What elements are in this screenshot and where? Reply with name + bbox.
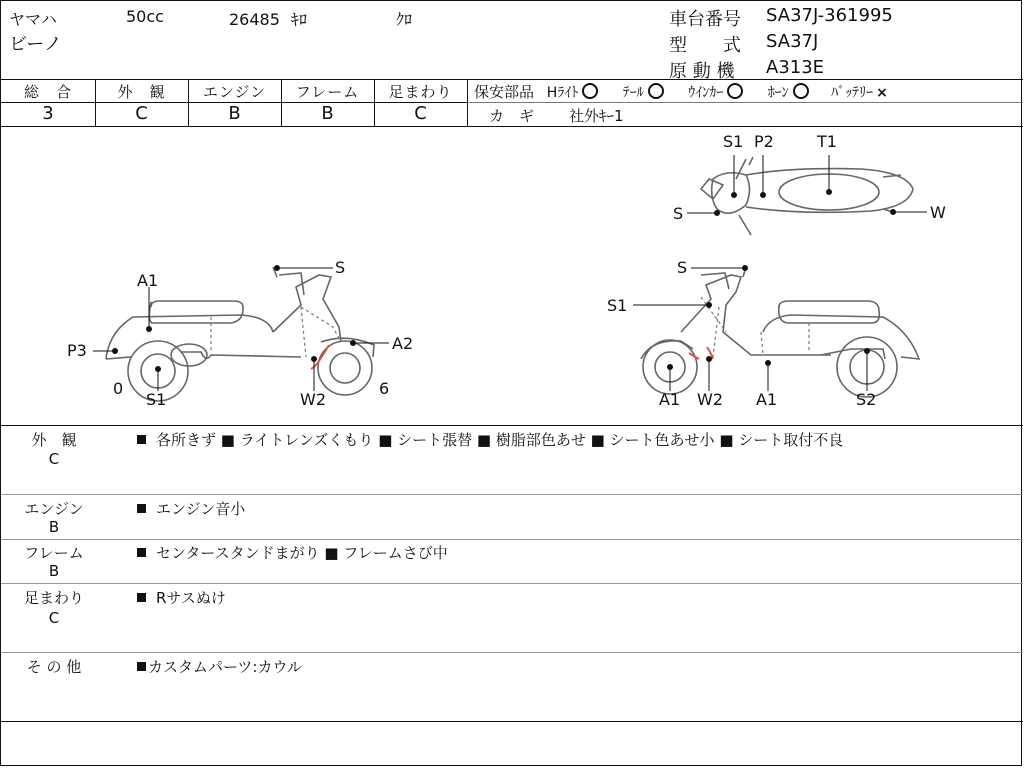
safety-row: [474, 81, 888, 102]
top-label-w: W: [930, 203, 946, 222]
type-label: 型 式: [669, 35, 741, 56]
right-label-s2: S2: [856, 390, 877, 409]
grade-frame-label: フレーム: [295, 83, 360, 101]
bullet-icon: [137, 662, 146, 671]
note-exterior: [137, 429, 1009, 451]
safety-winker: [688, 85, 747, 101]
safety-horn: [768, 85, 813, 101]
ng-cross-icon: ×: [876, 85, 888, 101]
ok-circle-icon: [793, 83, 809, 99]
mileage-unit: ｷﾛ: [291, 10, 308, 29]
grade-total-label: 総 合: [23, 83, 72, 101]
right-label-a1: A1: [659, 390, 681, 409]
note-other-text: カスタムパーツ:カウル: [148, 658, 303, 676]
bullet-icon: [137, 593, 146, 602]
note-suspension-grade: C: [48, 609, 60, 627]
top-label-t1: T1: [817, 132, 837, 151]
bullet-icon: [137, 435, 146, 444]
grade-exterior-value: C: [135, 103, 148, 124]
note-suspension-category: 足まわり: [23, 589, 84, 607]
safety-headlight-label: Hﾗｲﾄ: [546, 85, 579, 101]
safety-battery-label: ﾊﾞｯﾃﾘｰ: [831, 85, 874, 101]
type-value: SA37J: [766, 31, 819, 52]
note-frame-category: フレーム: [24, 544, 84, 562]
right-view-scooter: [641, 267, 919, 397]
note-frame-text: センタースタンドまがり ■ フレームさび中: [156, 544, 448, 562]
color: ｸﾛ: [396, 10, 413, 29]
note-exterior-grade: C: [48, 450, 60, 468]
scooter-damage-diagram: [1, 127, 1023, 425]
note-engine-category: エンジン: [24, 500, 84, 518]
chassis-value: SA37J-361995: [766, 5, 893, 26]
note-other-category: そ の 他: [26, 658, 82, 676]
note-frame-grade: B: [48, 562, 60, 580]
ok-circle-icon: [727, 83, 743, 99]
key-value: 社外ｷｰ1: [569, 107, 624, 125]
safety-label: 保安部品: [474, 83, 535, 101]
mileage: [229, 7, 307, 30]
model-name: ビーノ: [9, 34, 62, 55]
note-other: [137, 656, 302, 677]
safety-tail-label: ﾃｰﾙ: [622, 85, 644, 101]
right-label-a1b: A1: [756, 390, 778, 409]
top-label-s1: S1: [723, 132, 744, 151]
bullet-icon: [137, 504, 146, 513]
right-label-w2: W2: [697, 390, 723, 409]
top-label-s: S: [673, 204, 684, 223]
safety-battery: [831, 85, 888, 101]
note-frame: [137, 542, 448, 563]
grade-total-value: 3: [42, 103, 54, 124]
left-label-6: 6: [379, 379, 390, 398]
ok-circle-icon: [648, 83, 664, 99]
safety-headlight: [547, 85, 603, 101]
safety-winker-label: ｳｲﾝｶｰ: [688, 85, 724, 101]
right-label-s: S: [677, 258, 688, 277]
mileage-value: 26485: [229, 10, 280, 29]
safety-horn-label: ﾎｰﾝ: [767, 85, 789, 101]
left-label-0: 0: [113, 379, 124, 398]
bullet-icon: [137, 548, 146, 557]
top-label-p2: P2: [754, 132, 774, 151]
note-engine: [137, 498, 245, 519]
note-suspension-text: Rサスぬけ: [156, 589, 226, 607]
left-label-p3: P3: [67, 341, 87, 360]
safety-tail: [623, 85, 668, 101]
left-label-s1: S1: [146, 390, 167, 409]
left-label-a2: A2: [392, 334, 414, 353]
ok-circle-icon: [582, 83, 598, 99]
engine-value: A313E: [766, 57, 825, 78]
chassis-label: 車台番号: [669, 9, 741, 30]
left-label-s: S: [335, 258, 346, 277]
note-engine-text: エンジン音小: [156, 500, 246, 518]
note-exterior-text: 各所きず ■ ライトレンズくもり ■ シート張替 ■ 樹脂部色あせ ■ シート色あせ小 ■ シート取付不良: [156, 431, 844, 449]
grade-exterior-label: 外 観: [117, 83, 166, 101]
right-label-s1: S1: [607, 296, 628, 315]
grade-engine-value: B: [228, 103, 241, 124]
note-engine-grade: B: [48, 518, 60, 536]
grade-frame-value: B: [321, 103, 334, 124]
note-suspension: [137, 587, 226, 608]
maker: ヤマハ: [9, 10, 57, 29]
grade-engine-label: エンジン: [202, 83, 267, 101]
grade-suspension-value: C: [414, 103, 427, 124]
key-label: カ ギ: [489, 107, 535, 125]
displacement: 50cc: [126, 7, 164, 26]
left-label-a1: A1: [137, 271, 159, 290]
engine-label: 原 動 機: [669, 61, 735, 82]
left-label-w2: W2: [300, 390, 326, 409]
note-exterior-category: 外 観: [31, 431, 77, 449]
grade-suspension-label: 足まわり: [388, 83, 453, 101]
